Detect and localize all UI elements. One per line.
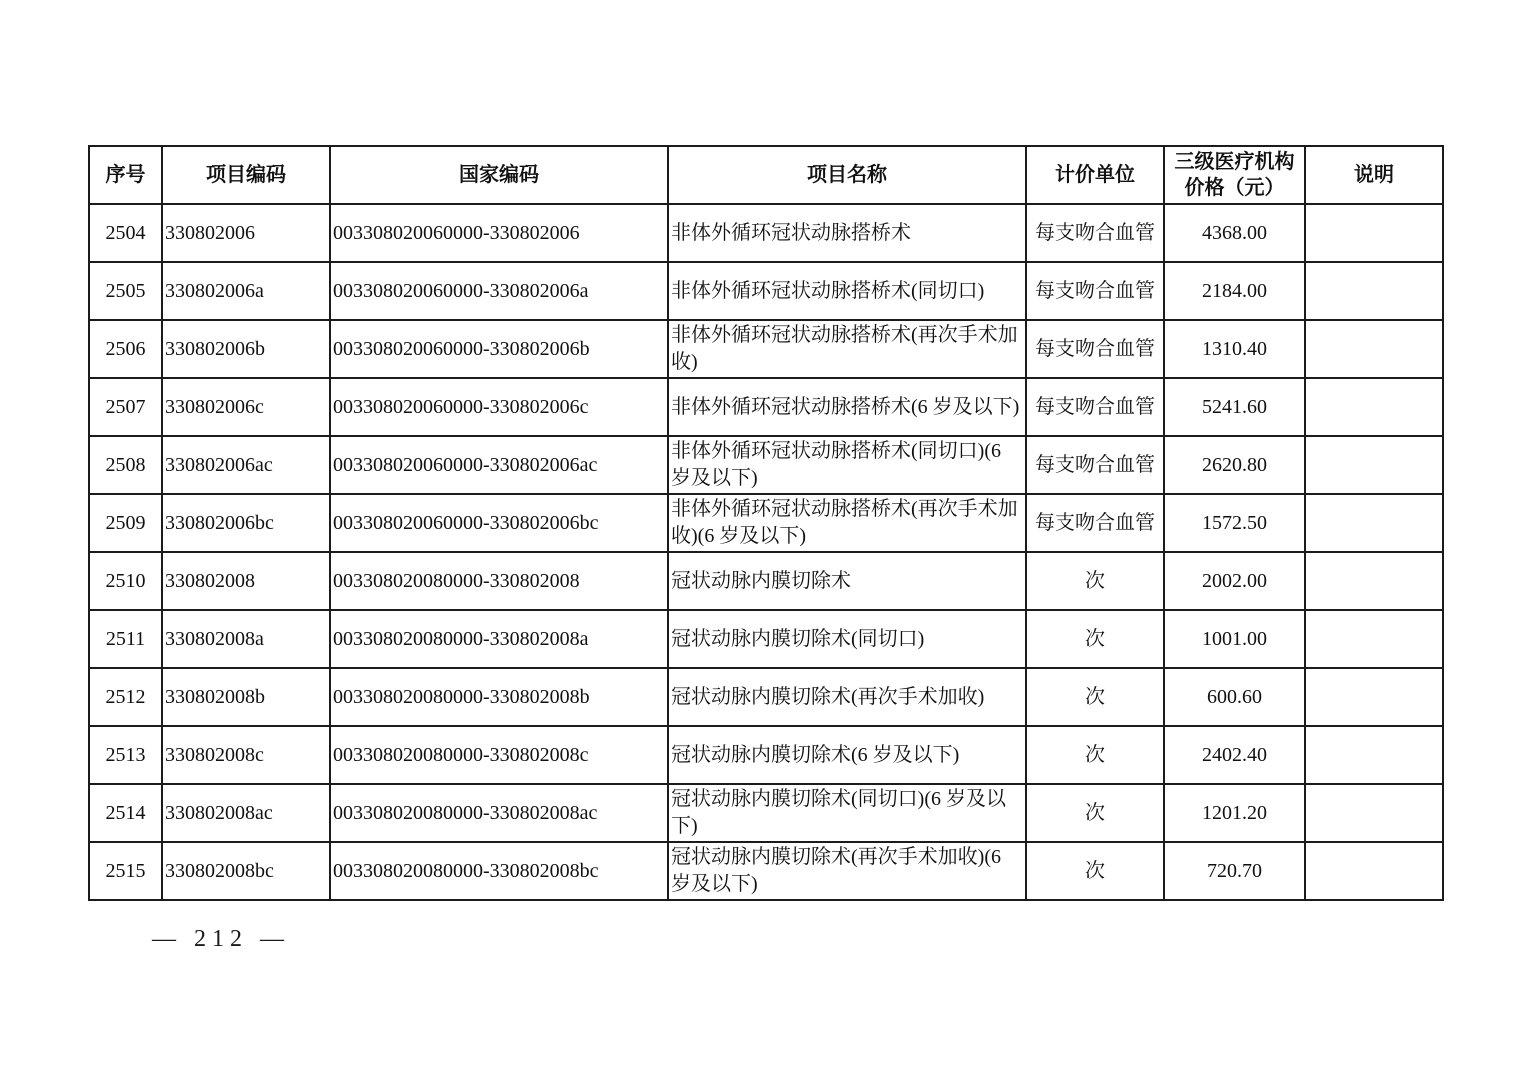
table-row [89,320,1443,378]
item-code-cell: 330802006 [162,204,330,262]
national-code-cell: 003308020080000-330802008c [330,726,668,784]
table-row [89,610,1443,668]
note-cell [1305,784,1443,842]
price-cell: 1310.40 [1164,320,1305,378]
col-header-unit: 计价单位 [1026,146,1164,204]
unit-cell: 每支吻合血管 [1026,494,1164,552]
item-name-cell: 冠状动脉内膜切除术(同切口)(6 岁及以下) [668,784,1026,842]
col-header-item-code: 项目编码 [162,146,330,204]
note-cell [1305,204,1443,262]
item-name-cell: 非体外循环冠状动脉搭桥术 [668,204,1026,262]
note-cell [1305,610,1443,668]
seq-cell: 2506 [89,320,162,378]
price-cell: 2620.80 [1164,436,1305,494]
note-cell [1305,436,1443,494]
seq-cell: 2514 [89,784,162,842]
price-cell: 2002.00 [1164,552,1305,610]
national-code-cell: 003308020080000-330802008ac [330,784,668,842]
item-code-cell: 330802006b [162,320,330,378]
price-cell: 600.60 [1164,668,1305,726]
table-row [89,726,1443,784]
seq-cell: 2512 [89,668,162,726]
table-row [89,552,1443,610]
unit-cell: 次 [1026,610,1164,668]
unit-cell: 每支吻合血管 [1026,378,1164,436]
unit-cell: 次 [1026,552,1164,610]
price-table-header [89,146,1443,204]
table-row [89,784,1443,842]
note-cell [1305,378,1443,436]
note-cell [1305,552,1443,610]
item-name-cell: 冠状动脉内膜切除术(再次手术加收)(6 岁及以下) [668,842,1026,900]
table-row [89,436,1443,494]
item-code-cell: 330802008b [162,668,330,726]
national-code-cell: 003308020080000-330802008b [330,668,668,726]
table-row [89,494,1443,552]
national-code-cell: 003308020080000-330802008a [330,610,668,668]
price-cell: 720.70 [1164,842,1305,900]
price-cell: 2402.40 [1164,726,1305,784]
note-cell [1305,320,1443,378]
unit-cell: 每支吻合血管 [1026,436,1164,494]
seq-cell: 2515 [89,842,162,900]
price-table-body [89,204,1443,900]
seq-cell: 2511 [89,610,162,668]
national-code-cell: 003308020060000-330802006c [330,378,668,436]
note-cell [1305,842,1443,900]
unit-cell: 次 [1026,784,1164,842]
unit-cell: 次 [1026,842,1164,900]
col-header-note: 说明 [1305,146,1443,204]
table-row [89,204,1443,262]
national-code-cell: 003308020080000-330802008 [330,552,668,610]
unit-cell: 每支吻合血管 [1026,204,1164,262]
price-cell: 1001.00 [1164,610,1305,668]
price-cell: 4368.00 [1164,204,1305,262]
item-name-cell: 非体外循环冠状动脉搭桥术(同切口) [668,262,1026,320]
col-header-price: 三级医疗机构价格（元） [1164,146,1305,204]
seq-cell: 2507 [89,378,162,436]
unit-cell: 每支吻合血管 [1026,320,1164,378]
item-name-cell: 冠状动脉内膜切除术(再次手术加收) [668,668,1026,726]
col-header-national-code: 国家编码 [330,146,668,204]
table-row [89,262,1443,320]
item-name-cell: 冠状动脉内膜切除术 [668,552,1026,610]
col-header-seq: 序号 [89,146,162,204]
seq-cell: 2513 [89,726,162,784]
price-cell: 1572.50 [1164,494,1305,552]
item-name-cell: 非体外循环冠状动脉搭桥术(6 岁及以下) [668,378,1026,436]
national-code-cell: 003308020060000-330802006b [330,320,668,378]
item-code-cell: 330802006a [162,262,330,320]
header-row [89,146,1443,204]
seq-cell: 2509 [89,494,162,552]
seq-cell: 2505 [89,262,162,320]
table-row [89,378,1443,436]
table-row [89,842,1443,900]
item-code-cell: 330802006c [162,378,330,436]
note-cell [1305,494,1443,552]
note-cell [1305,668,1443,726]
national-code-cell: 003308020080000-330802008bc [330,842,668,900]
item-name-cell: 非体外循环冠状动脉搭桥术(再次手术加收)(6 岁及以下) [668,494,1026,552]
item-name-cell: 非体外循环冠状动脉搭桥术(再次手术加收) [668,320,1026,378]
page-number: — 212 — [152,926,290,952]
item-code-cell: 330802006ac [162,436,330,494]
national-code-cell: 003308020060000-330802006ac [330,436,668,494]
note-cell [1305,262,1443,320]
seq-cell: 2510 [89,552,162,610]
item-code-cell: 330802008bc [162,842,330,900]
price-cell: 2184.00 [1164,262,1305,320]
item-name-cell: 非体外循环冠状动脉搭桥术(同切口)(6 岁及以下) [668,436,1026,494]
national-code-cell: 003308020060000-330802006bc [330,494,668,552]
price-cell: 5241.60 [1164,378,1305,436]
col-header-item-name: 项目名称 [668,146,1026,204]
seq-cell: 2508 [89,436,162,494]
item-code-cell: 330802008 [162,552,330,610]
item-code-cell: 330802006bc [162,494,330,552]
national-code-cell: 003308020060000-330802006 [330,204,668,262]
item-code-cell: 330802008c [162,726,330,784]
item-code-cell: 330802008ac [162,784,330,842]
unit-cell: 每支吻合血管 [1026,262,1164,320]
seq-cell: 2504 [89,204,162,262]
item-name-cell: 冠状动脉内膜切除术(6 岁及以下) [668,726,1026,784]
unit-cell: 次 [1026,668,1164,726]
table-row [89,668,1443,726]
price-cell: 1201.20 [1164,784,1305,842]
note-cell [1305,726,1443,784]
price-table [88,145,1444,901]
item-code-cell: 330802008a [162,610,330,668]
unit-cell: 次 [1026,726,1164,784]
national-code-cell: 003308020060000-330802006a [330,262,668,320]
item-name-cell: 冠状动脉内膜切除术(同切口) [668,610,1026,668]
